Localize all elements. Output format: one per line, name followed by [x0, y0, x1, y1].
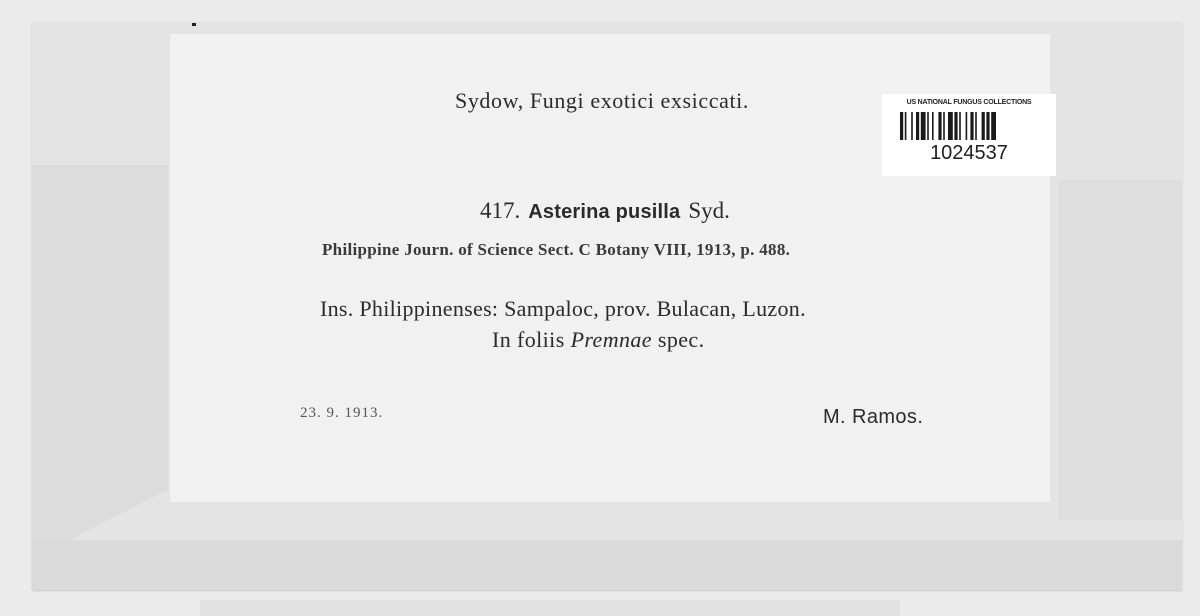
- host-genus: Premnae: [570, 327, 652, 352]
- collection-locality: Ins. Philippinenses: Sampaloc, prov. Bulacan, Luzon.: [320, 296, 806, 321]
- literature-citation: Philippine Journ. of Science Sect. C Botany VIII, 1913, p. 488.: [322, 240, 791, 259]
- barcode-number: 1024537: [930, 142, 1008, 164]
- substrate-suffix: spec.: [657, 327, 705, 352]
- barcode-sticker: [882, 94, 1056, 176]
- substrate-prefix: In foliis: [492, 327, 565, 352]
- exsiccata-number: 417.: [480, 198, 521, 223]
- collector-name: M. Ramos.: [823, 406, 924, 428]
- barcode-bars: [900, 112, 1040, 140]
- species-name: Asterina pusilla: [528, 201, 681, 223]
- ink-speck: [192, 23, 196, 26]
- collection-date: 23. 9. 1913.: [300, 405, 384, 421]
- substrate-line: [492, 327, 704, 353]
- series-heading: Sydow, Fungi exotici exsiccati.: [455, 88, 749, 113]
- exsiccata-entry: [480, 198, 730, 224]
- envelope-bottom-flap: [32, 540, 1182, 590]
- barcode-caption: US NATIONAL FUNGUS COLLECTIONS: [906, 99, 1032, 106]
- species-author: Syd.: [688, 198, 730, 223]
- packet-edge-strip: [200, 600, 900, 616]
- envelope-right-flap: [1058, 180, 1182, 520]
